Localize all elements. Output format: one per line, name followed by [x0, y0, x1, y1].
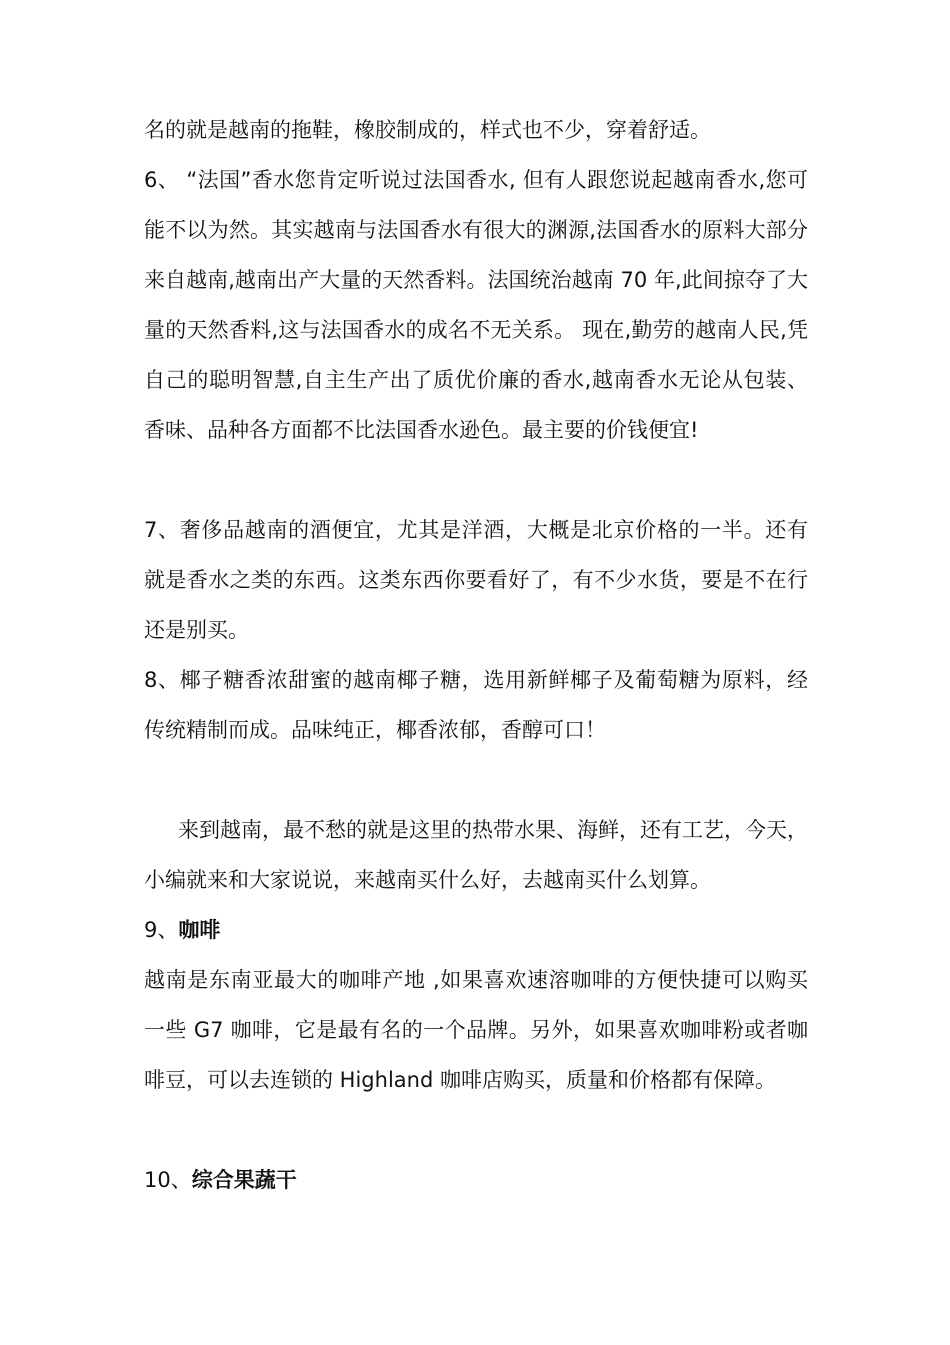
paragraph-perfume: 6、 “法国”香水您肯定听说过法国香水, 但有人跟您说起越南香水,您可能不以为然。其实越南与法国香水有很大的渊源,法国香水的原料大部分来自越南,越南出产大量的天然香料。法国统治越南 70 年,此间掠夺了大量的天然香料,这与法国香水的成名不无关系。 现在,勤劳的越南人民,凭自己的聪明智慧,自主生产出了质优价廉的香水,越南香水无论从包装、香味、品种各方面都不比法国香水逊色。最主要的价钱便宜! — [144, 168, 808, 442]
paragraph-coconut-candy: 8、椰子糖香浓甜蜜的越南椰子糖，选用新鲜椰子及葡萄糖为原料，经传统精制而成。品味纯正，椰香浓郁，香醇可口！ — [144, 668, 808, 742]
heading-dried-fruit-title: 综合果蔬干 — [191, 1168, 297, 1192]
heading-coffee-number: 9、 — [144, 918, 179, 942]
heading-dried-fruit — [144, 1155, 808, 1205]
paragraph-luxury: 7、奢侈品越南的酒便宜，尤其是洋酒，大概是北京价格的一半。还有就是香水之类的东西。这类东西你要看好了，有不少水货，要是不在行还是别买。 — [144, 518, 808, 642]
heading-coffee — [144, 905, 808, 955]
paragraph-coffee: 越南是东南亚最大的咖啡产地 ,如果喜欢速溶咖啡的方便快捷可以购买一些 G7 咖啡，它是最有名的一个品牌。另外，如果喜欢咖啡粉或者咖啡豆，可以去连锁的 Highland 咖啡店购买，质量和价格都有保障。 — [144, 968, 808, 1092]
paragraph-intro-shopping: 来到越南，最不愁的就是这里的热带水果、海鲜，还有工艺，今天，小编就来和大家说说，来越南买什么好，去越南买什么划算。 — [144, 818, 808, 892]
heading-dried-fruit-number: 10、 — [144, 1168, 192, 1192]
paragraph-slippers-tail: 名的就是越南的拖鞋，橡胶制成的，样式也不少，穿着舒适。 — [144, 118, 711, 142]
heading-coffee-title: 咖啡 — [178, 918, 221, 942]
